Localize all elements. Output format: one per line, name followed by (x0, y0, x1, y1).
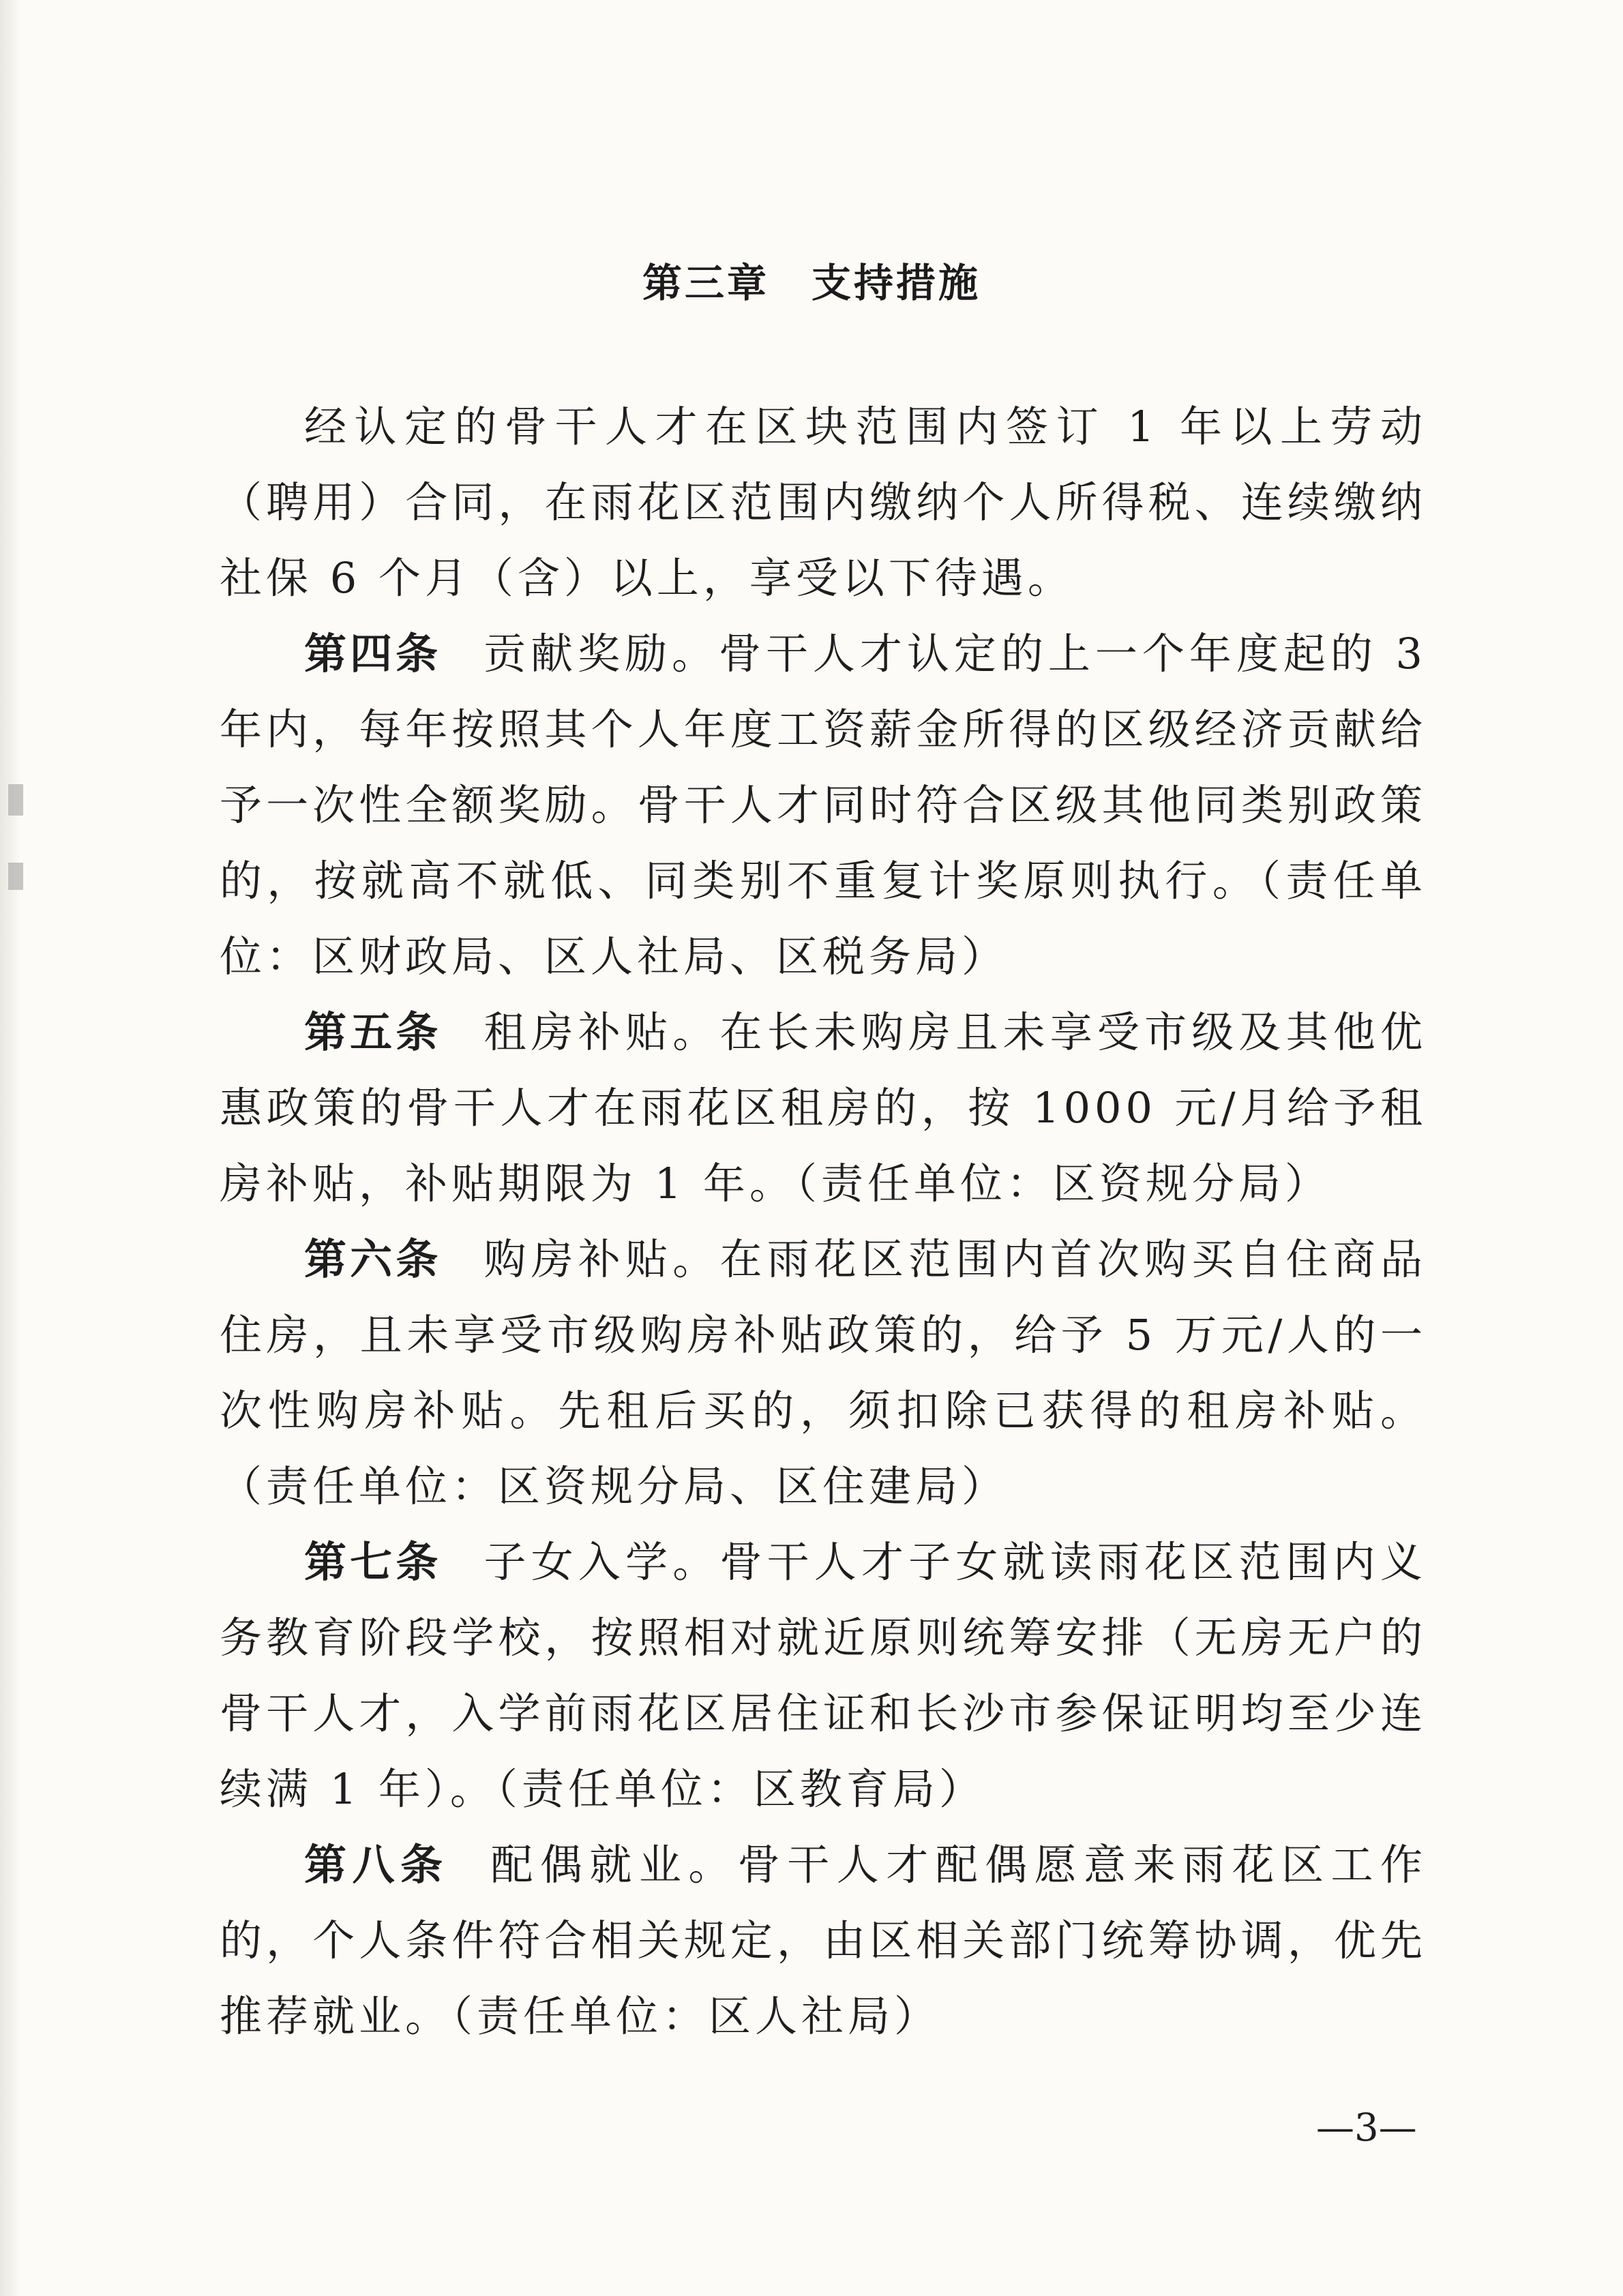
article-number: 第七条 (304, 1537, 442, 1587)
article-4 (220, 616, 1427, 994)
page-number: —3— (1316, 2106, 1417, 2150)
document-body (220, 389, 1427, 2054)
article-5 (220, 994, 1427, 1221)
scan-mark (8, 863, 23, 890)
article-number: 第八条 (304, 1840, 449, 1890)
article-text: 贡献奖励。骨干人才认定的上一个年度起的 3 年内，每年按照其个人年度工资薪金所得的区级经济贡献给予一次性全额奖励。骨干人才同时符合区级其他同类别政策的，按就高不就低、同类别不重复计奖原则执行。（责任单位：区财政局、区人社局、区税务局） (220, 629, 1427, 981)
scan-edge (0, 0, 20, 2296)
article-text: 购房补贴。在雨花区范围内首次购买自住商品住房，且未享受市级购房补贴政策的，给予 5 万元/人的一次性购房补贴。先租后买的，须扣除已获得的租房补贴。（责任单位：区资规分局、区住建局） (220, 1234, 1427, 1511)
article-text: 子女入学。骨干人才子女就读雨花区范围内义务教育阶段学校，按照相对就近原则统筹安排（无房无户的骨干人才，入学前雨花区居住证和长沙市参保证明均至少连续满 1 年）。（责任单位：区教育局） (220, 1537, 1427, 1814)
article-number: 第六条 (304, 1234, 442, 1284)
article-6 (220, 1221, 1427, 1524)
article-text: 配偶就业。骨干人才配偶愿意来雨花区工作的，个人条件符合相关规定，由区相关部门统筹协调，优先推荐就业。（责任单位：区人社局） (220, 1840, 1427, 2041)
article-number: 第五条 (304, 1007, 442, 1057)
article-text: 租房补贴。在长未购房且未享受市级及其他优惠政策的骨干人才在雨花区租房的，按 1000 元/月给予租房补贴，补贴期限为 1 年。（责任单位：区资规分局） (220, 1007, 1427, 1208)
scan-mark (8, 784, 23, 816)
chapter-title: 第三章 支持措施 (642, 260, 981, 306)
intro-paragraph: 经认定的骨干人才在区块范围内签订 1 年以上劳动（聘用）合同，在雨花区范围内缴纳个人所得税、连续缴纳社保 6 个月（含）以上，享受以下待遇。 (220, 402, 1427, 603)
article-7 (220, 1524, 1427, 1827)
article-number: 第四条 (304, 629, 441, 679)
article-8 (220, 1827, 1427, 2054)
